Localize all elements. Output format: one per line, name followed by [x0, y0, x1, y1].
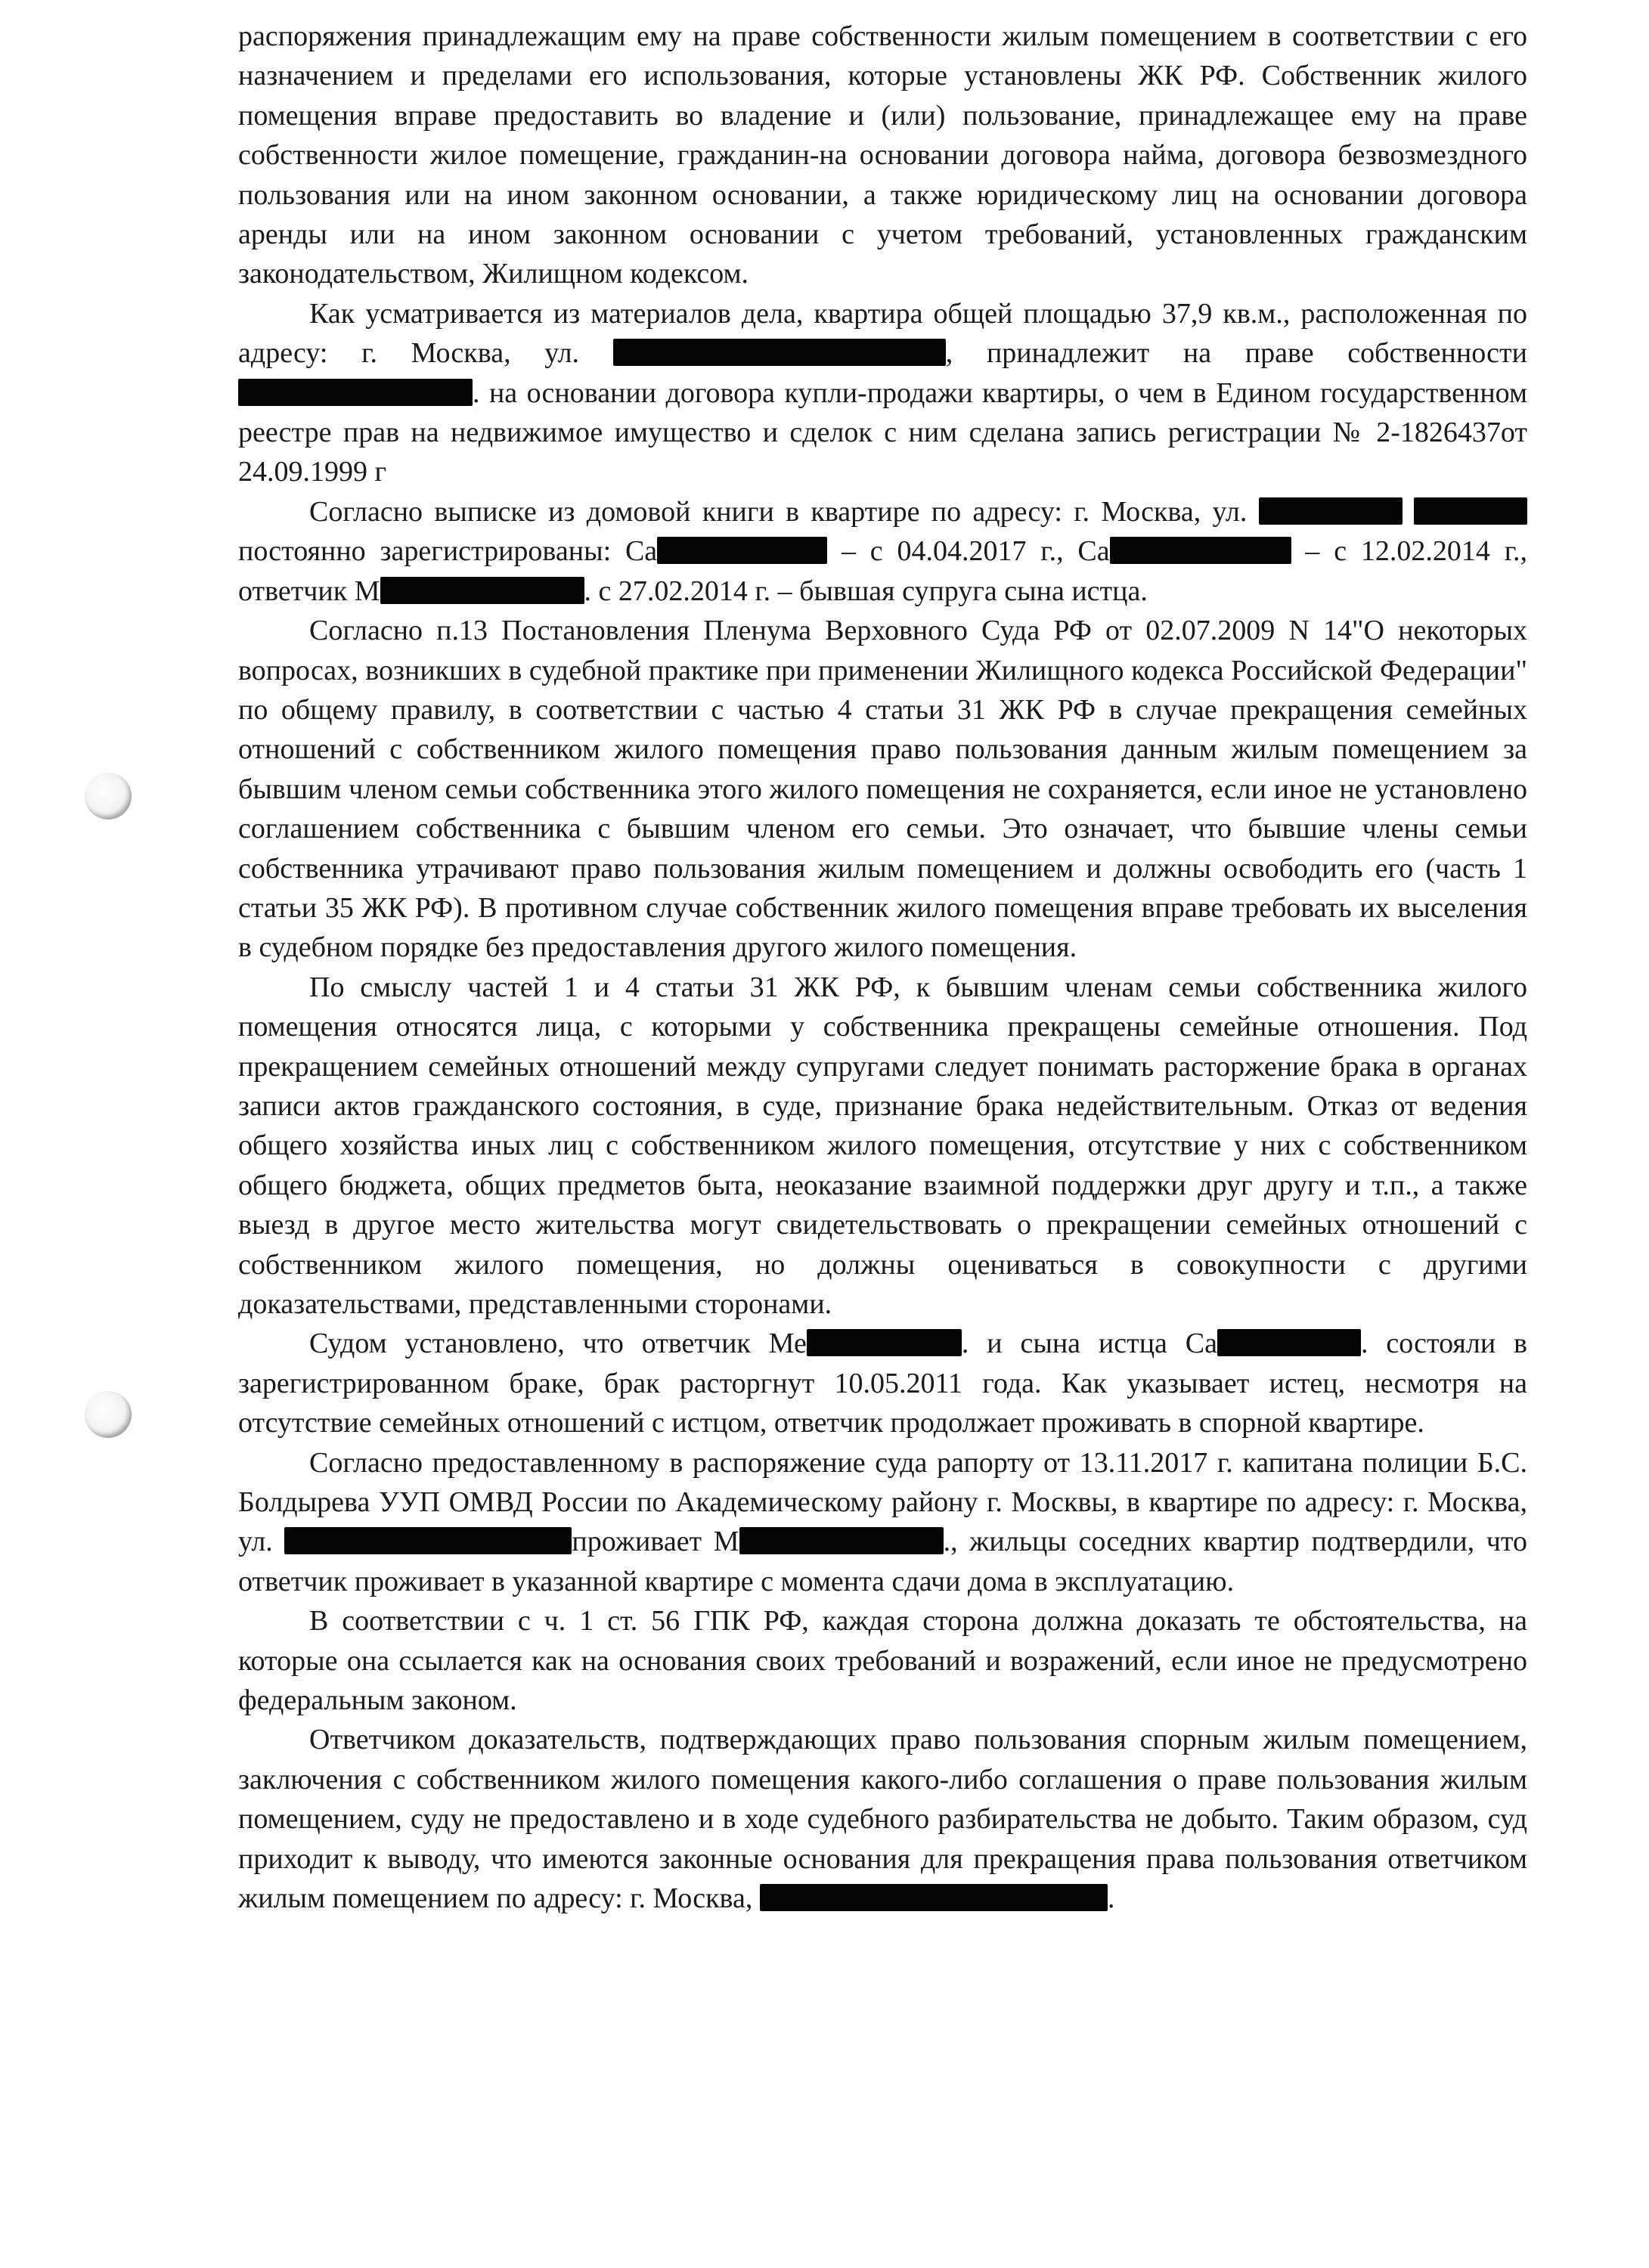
redaction-bar: [380, 577, 584, 604]
paragraph-6: Судом установлено, что ответчик Ме . и сына истца Са . состояли в зарегистрированном браке, брак расторгнут 10.05.2011 года. Как указывает истец, несмотря на отсутствие семейных отношений с истцом, ответчик продолжает проживать в спорной квартире.: [238, 1328, 1527, 1439]
redaction-bar: [284, 1527, 572, 1554]
redaction-bar: [657, 537, 827, 564]
paragraph-4: Согласно п.13 Постановления Пленума Верховного Суда РФ от 02.07.2009 N 14"О некоторых вопросах, возникших в судебной практике при применении Жилищного кодекса Российской Федерации" по общему правилу, в соответствии с частью 4 статьи 31 ЖК РФ в случае прекращения семейных отношений с собственником жилого помещения право пользования данным жилым помещением за бывшим членом семьи собственника этого жилого помещения не сохраняется, если иное не установлено соглашением собственника с бывшим членом его семьи. Это означает, что бывшие члены семьи собственника утрачивают право пользования жилым помещением и должны освободить его (часть 1 статьи 35 ЖК РФ). В противном случае собственник жилого помещения вправе требовать их выселения в судебном порядке без предоставления другого жилого помещения.: [238, 615, 1527, 964]
redaction-bar: [1414, 497, 1527, 525]
paragraph-1: распоряжения принадлежащим ему на праве собственности жилым помещением в соответствии с его назначением и пределами его использования, которые установлены ЖК РФ. Собственник жилого помещения вправе предоставить во владение и (или) пользование, принадлежащее ему на праве собственности жилое помещение, гражданин-на основании договора найма, договора безвозмездного пользования или на ином законном основании, а также юридическому лиц на основании договора аренды или на ином законном основании с учетом требований, установленных гражданским законодательством, Жилищном кодексом.: [238, 20, 1527, 290]
paragraph-3: Согласно выписке из домовой книги в квартире по адресу: г. Москва, ул. постоянно зарегистрированы: Са – с 04.04.2017 г., Са – с 12.02.2014 г., ответчик М . с 27.02.2014 г. – бывшая супруга сына истца.: [238, 495, 1528, 607]
redaction-bar: [613, 339, 946, 366]
paragraph-9: Ответчиком доказательств, подтверждающих право пользования спорным жилым помещением, заключения с собственником жилого помещения какого-либо соглашения о праве пользования жилым помещением, суду не предоставлено и в ходе судебного разбирательства не добыто. Таким образом, суд приходит к выводу, что имеются законные основания для прекращения права пользования ответчиком жилым помещением по адресу: г. Москва, .: [238, 1724, 1527, 1915]
paragraph-8: В соответствии с ч. 1 ст. 56 ГПК РФ, каждая сторона должна доказать те обстоятельства, на которые она ссылается как на основания своих требований и возражений, если иное не предусмотрено федеральным законом.: [238, 1605, 1527, 1717]
paragraph-7: Согласно предоставленному в распоряжение суда рапорту от 13.11.2017 г. капитана полиции Б.С. Болдырева УУП ОМВД России по Академическому району г. Москвы, в квартире по адресу: г. Москва, ул. проживает М ., жильцы соседних квартир подтвердили, что ответчик проживает в указанной квартире с момента сдачи дома в эксплуатацию.: [238, 1446, 1527, 1597]
redaction-bar: [760, 1884, 1108, 1911]
paragraph-5: По смыслу частей 1 и 4 статьи 31 ЖК РФ, к бывшим членам семьи собственника жилого помещения относятся лица, с которыми у собственника прекращены семейные отношения. Под прекращением семейных отношений между супругами следует понимать расторжение брака в органах записи актов гражданского состояния, в суде, признание брака недействительным. Отказ от ведения общего хозяйства иных лиц с собственником жилого помещения, отсутствие у них с собственником общего бюджета, общих предметов быта, неоказание взаимной поддержки друг другу и т.п., а также выезд в другое место жительства могут свидетельствовать о прекращении семейных отношений с собственником жилого помещения, но должны оцениваться в совокупности с другими доказательствами, представленными сторонами.: [238, 971, 1527, 1320]
document-body: [238, 17, 1527, 1919]
punch-hole: [85, 1391, 132, 1438]
redaction-bar: [1110, 537, 1291, 564]
redaction-bar: [807, 1329, 962, 1356]
redaction-bar: [1217, 1329, 1361, 1356]
paragraph-2: Как усматривается из материалов дела, квартира общей площадью 37,9 кв.м., расположенная по адресу: г. Москва, ул. , принадлежит на праве собственности . на основании договора купли-продажи квартиры, о чем в Едином государственном реестре прав на недвижимое имущество и сделок с ним сделана запись регистрации № 2-1826437от 24.09.1999 г: [238, 297, 1527, 488]
redaction-bar: [238, 379, 473, 406]
redaction-bar: [1259, 497, 1403, 525]
punch-hole: [85, 773, 132, 820]
redaction-bar: [739, 1527, 944, 1554]
